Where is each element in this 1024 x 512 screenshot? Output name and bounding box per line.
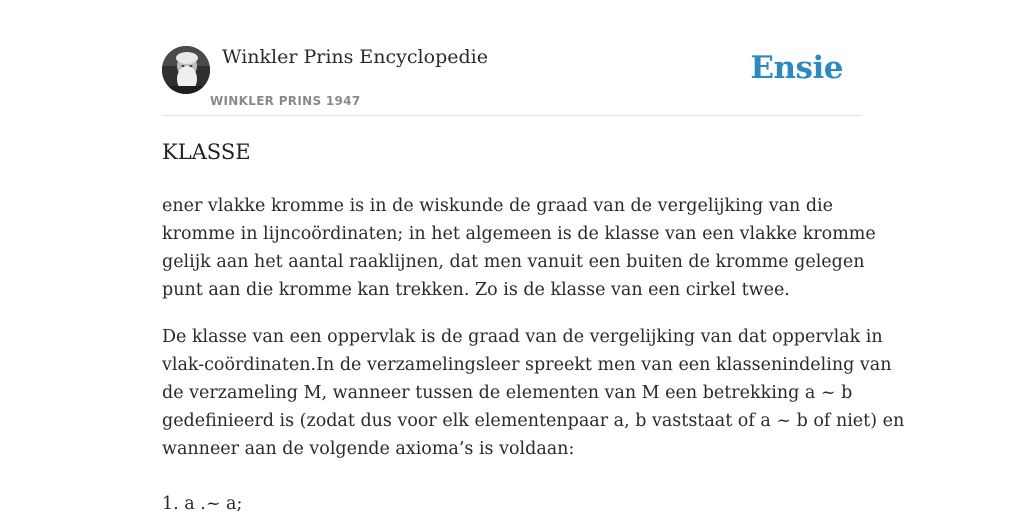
paragraph-line: de verzameling M, wanneer tussen de elementen van M een betrekking a ~ b: [162, 383, 853, 403]
brand-logo-link[interactable]: Ensie: [750, 50, 843, 86]
source-subtitle[interactable]: WINKLER PRINS 1947: [210, 94, 361, 108]
paragraph-line: gedefinieerd is (zodat dus voor elk elementenpaar a, b vaststaat of a ~ b of niet) en: [162, 411, 905, 431]
paragraph-line: punt aan die kromme kan trekken. Zo is de klasse van een cirkel twee.: [162, 280, 790, 300]
paragraph-line: vlak-coördinaten.In de verzamelingsleer spreekt men van een klassenindeling van: [162, 355, 892, 375]
header: [162, 0, 862, 116]
paragraph-line: gelijk aan het aantal raaklijnen, dat men vanuit een buiten de kromme gelegen: [162, 252, 865, 272]
paragraph-line: ener vlakke kromme is in de wiskunde de graad van de vergelijking van die: [162, 196, 834, 216]
paragraph-line: De klasse van een oppervlak is de graad van de vergelijking van dat oppervlak in: [162, 327, 883, 347]
content-container: [162, 0, 905, 512]
paragraph-1: [162, 192, 876, 304]
entry-title: KLASSE: [162, 140, 251, 164]
paragraph-line: kromme in lijncoördinaten; in het algemeen is de klasse van een vlakke kromme: [162, 224, 876, 244]
author-avatar[interactable]: [162, 46, 210, 94]
paragraph-line: wanneer aan de volgende axioma’s is voldaan:: [162, 439, 575, 459]
paragraph-2: [162, 323, 904, 463]
source-title[interactable]: Winkler Prins Encyclopedie: [222, 46, 488, 68]
axiom-list-item: 1. a .~ a;: [162, 494, 243, 512]
author-portrait-avatar-icon: [162, 46, 210, 94]
